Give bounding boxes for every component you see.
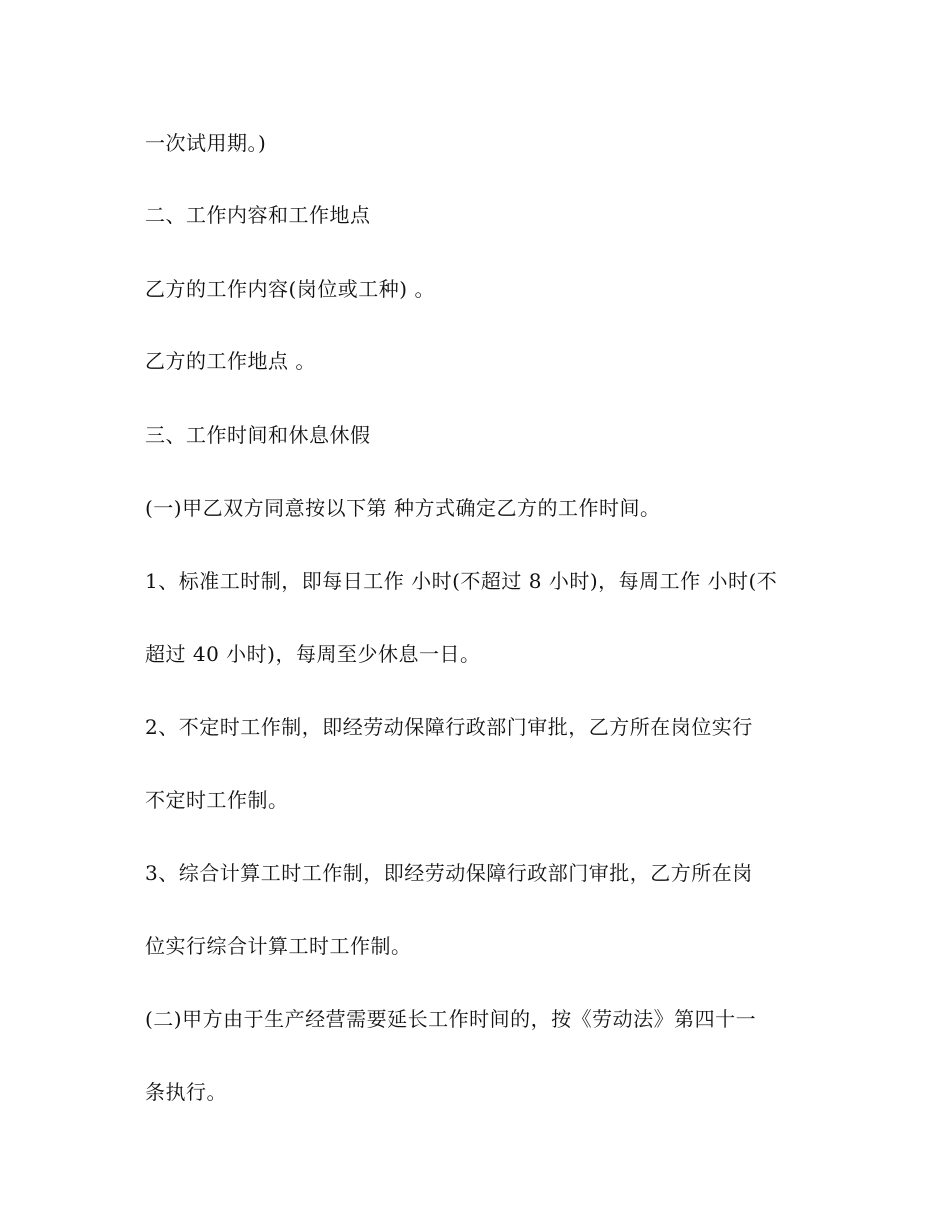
text-line-work-content: 乙方的工作内容(岗位或工种) 。 — [145, 277, 435, 301]
text-line-work-location: 乙方的工作地点 。 — [145, 349, 316, 373]
text-line-standard-hours-1: 1、标准工时制，即每日工作 小时(不超过 8 小时)，每周工作 小时(不 — [145, 569, 778, 593]
section-heading-work-hours-rest: 三、工作时间和休息休假 — [145, 423, 371, 447]
text-line-work-hours-method: (一)甲乙双方同意按以下第 种方式确定乙方的工作时间。 — [145, 496, 661, 520]
text-line-standard-hours-2: 超过 40 小时)，每周至少休息一日。 — [145, 642, 481, 666]
section-heading-work-content-location: 二、工作内容和工作地点 — [145, 203, 371, 227]
text-line-comprehensive-hours-1: 3、综合计算工时工作制，即经劳动保障行政部门审批，乙方所在岗 — [145, 861, 753, 885]
text-line-comprehensive-hours-2: 位实行综合计算工时工作制。 — [145, 934, 412, 958]
text-line-overtime-1: (二)甲方由于生产经营需要延长工作时间的，按《劳动法》第四十一 — [145, 1007, 757, 1031]
text-line-trial-period-end: 一次试用期。) — [145, 131, 267, 155]
text-line-flexible-hours-2: 不定时工作制。 — [145, 788, 289, 812]
text-line-flexible-hours-1: 2、不定时工作制，即经劳动保障行政部门审批，乙方所在岗位实行 — [145, 715, 753, 739]
text-line-overtime-2: 条执行。 — [145, 1080, 227, 1104]
